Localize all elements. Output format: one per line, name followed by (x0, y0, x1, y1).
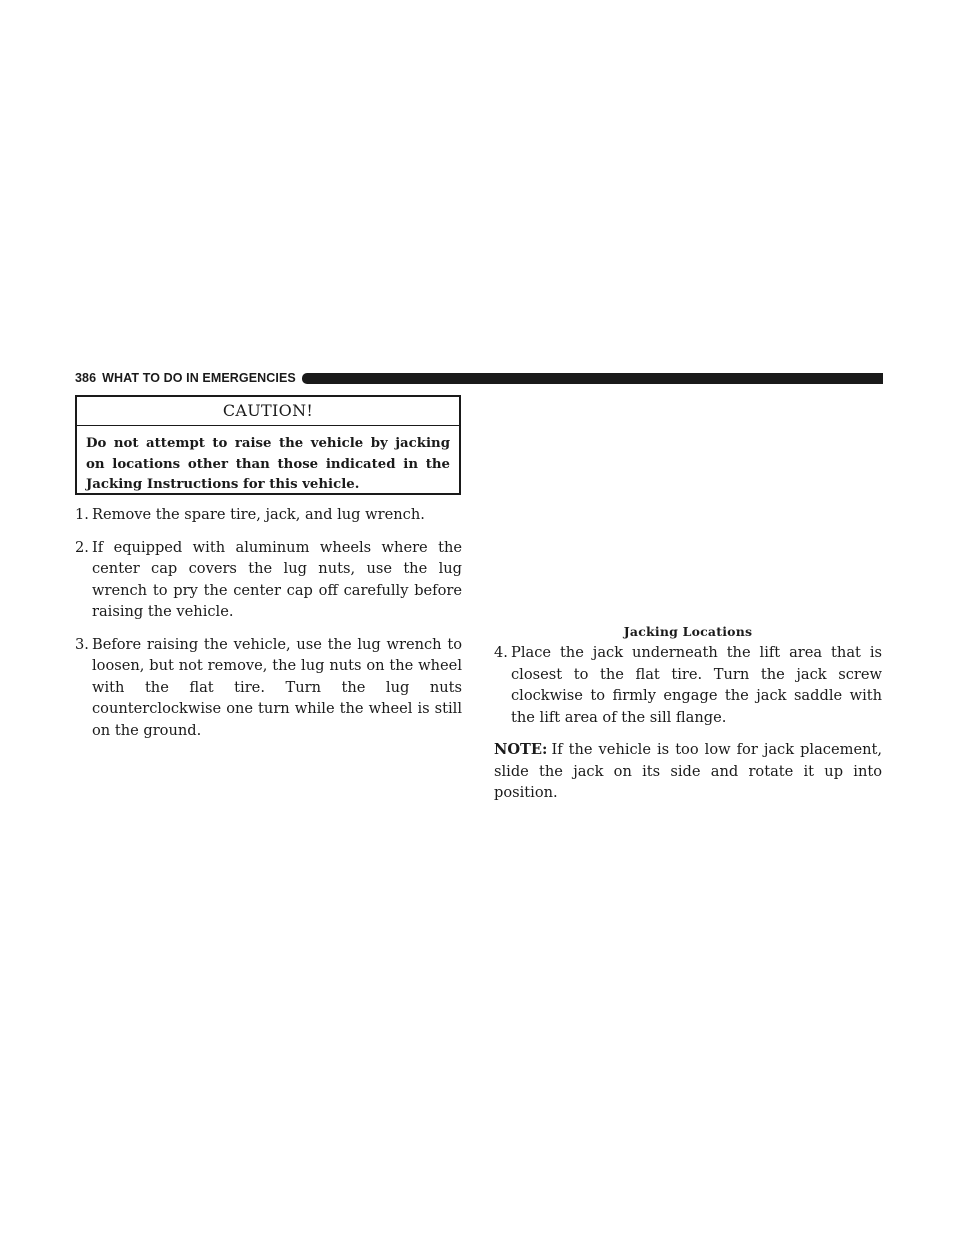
caution-text: Do not attempt to raise the vehicle by jacking on locations other than those indicated in the Jacking Instructions for this vehicle. (86, 436, 450, 492)
caution-title: CAUTION! (77, 397, 459, 426)
page-number: 386 (75, 371, 97, 385)
step-number: 1. (75, 506, 89, 523)
step-3 (75, 634, 462, 742)
step-text: Remove the spare tire, jack, and lug wrench. (92, 506, 425, 523)
left-column (75, 504, 462, 752)
caution-box (75, 395, 461, 495)
note-text: If the vehicle is too low for jack placement, slide the jack on its side and rotate it up into position. (494, 741, 882, 801)
step-text: If equipped with aluminum wheels where the center cap covers the lug nuts, use the lug wrench to pry the center cap off carefully before raising the vehicle. (92, 538, 462, 620)
step-text: Place the jack underneath the lift area that is closest to the flat tire. Turn the jack screw clockwise to firmly engage the jack saddle with the lift area of the sill flange. (511, 644, 882, 726)
note-label: NOTE: (494, 741, 548, 758)
figure-caption: Jacking Locations (623, 624, 753, 639)
step-number: 4. (494, 644, 508, 661)
jacking-locations-figure (494, 398, 882, 620)
step-number: 3. (75, 635, 89, 653)
step-1 (75, 504, 462, 526)
note (494, 739, 882, 804)
right-column (494, 642, 882, 804)
header-rule (302, 373, 883, 384)
page-header (75, 370, 883, 386)
step-number: 2. (75, 538, 89, 556)
section-title: WHAT TO DO IN EMERGENCIES (102, 371, 296, 385)
step-4 (494, 642, 882, 728)
step-text: Before raising the vehicle, use the lug wrench to loosen, but not remove, the lug nuts on the wheel with the flat tire. Turn the lug nuts counterclockwise one turn while the wheel is still on the ground. (92, 635, 462, 739)
step-2 (75, 537, 462, 623)
